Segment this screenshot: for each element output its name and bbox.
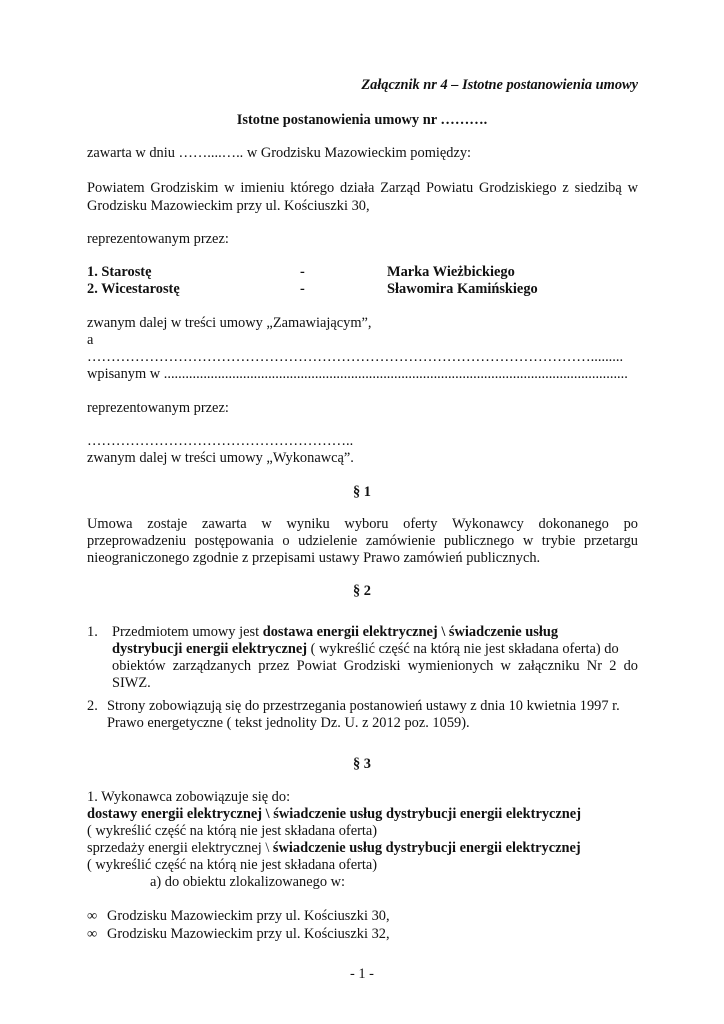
- concluded-line: zawarta w dniu ……....….. w Grodzisku Mazowieckim pomiędzy:: [87, 145, 472, 161]
- rep2-role: 2. Wicestarostę: [87, 281, 180, 297]
- infinity-bullet-icon: ∞: [87, 908, 98, 924]
- rep2-name: Sławomira Kamińskiego: [387, 281, 538, 297]
- page-number: - 1 -: [350, 966, 374, 982]
- section2-heading: § 2: [353, 583, 371, 599]
- represented-by-label: reprezentowanym przez:: [87, 231, 229, 247]
- and-line: a: [87, 332, 94, 348]
- rep1-role: 1. Starostę: [87, 264, 152, 280]
- location-item: Grodzisku Mazowieckim przy ul. Kościuszki 30,: [107, 908, 390, 924]
- represented-by-label-2: reprezentowanym przez:: [87, 400, 229, 416]
- section3-line5: ( wykreślić część na którą nie jest składana oferta): [87, 857, 378, 873]
- section2-p1-line1: [112, 623, 558, 641]
- section2-p1-line2-rest: ( wykreślić część na którą nie jest składana oferta) do: [307, 641, 619, 657]
- section2-p1-line2-bold: dystrybucji energii elektrycznej: [112, 641, 308, 657]
- section1-line1: Umowa zostaje zawarta w wyniku wyboru oferty Wykonawcy dokonanego po: [87, 516, 638, 532]
- called-client-line: zwanym dalej w treści umowy „Zamawiającym”,: [87, 315, 372, 331]
- section3-line6: a) do obiektu zlokalizowanego w:: [150, 874, 346, 890]
- section2-p2-line1: Strony zobowiązują się do przestrzegania postanowień ustawy z dnia 10 kwietnia 1997 r.: [107, 698, 620, 714]
- rep1-name: Marka Wieżbickiego: [387, 264, 515, 280]
- contractor-dots-line: …………………………………………………………………………………………….........: [87, 349, 624, 365]
- document-title: Istotne postanowienia umowy nr ……….: [236, 112, 488, 128]
- rep-dots-line: ………………………………………………..: [87, 433, 354, 449]
- entered-line: wpisanym w .................................................................................................................................: [87, 366, 628, 382]
- section2-p1-line3: obiektów zarządzanych przez Powiat Grodziski wymienionych w załączniku Nr 2 do: [112, 658, 638, 674]
- party1-line1: Powiatem Grodziskim w imieniu którego działa Zarząd Powiatu Grodziskiego z siedzibą w: [87, 180, 638, 196]
- section2-p1-line4: SIWZ.: [112, 675, 151, 691]
- infinity-bullet-icon: ∞: [87, 926, 98, 942]
- section2-p1-bold: dostawa energii elektrycznej \ świadczenie usług: [262, 624, 559, 640]
- section2-p1-pre: Przedmiotem umowy jest: [112, 624, 263, 640]
- section1-heading: § 1: [353, 484, 371, 500]
- section1-line2: przeprowadzeniu postępowania o udzielenie zamówienie publicznego w trybie przetargu: [87, 533, 638, 549]
- annex-title: Załącznik nr 4 – Istotne postanowienia umowy: [361, 77, 638, 93]
- section2-p1-line2: [112, 640, 619, 658]
- section3-line3: ( wykreślić część na którą nie jest składana oferta): [87, 823, 378, 839]
- section2-p2-number: 2.: [87, 698, 98, 714]
- section1-line3: nieograniczonego zgodnie z przepisami ustawy Prawo zamówień publicznych.: [87, 550, 541, 566]
- called-contractor-line: zwanym dalej w treści umowy „Wykonawcą”.: [87, 450, 354, 466]
- section3-line2: dostawy energii elektrycznej \ świadczenie usług dystrybucji energii elektrycznej: [87, 806, 581, 822]
- section3-heading: § 3: [353, 756, 371, 772]
- location-item: Grodzisku Mazowieckim przy ul. Kościuszki 32,: [107, 926, 390, 942]
- party1-line2: Grodzisku Mazowieckim przy ul. Kościuszki 30,: [87, 198, 370, 214]
- section3-line4: [87, 839, 581, 857]
- section3-line1: 1. Wykonawca zobowiązuje się do:: [87, 789, 291, 805]
- section2-p2-line2: Prawo energetyczne ( tekst jednolity Dz. U. z 2012 poz. 1059).: [107, 715, 470, 731]
- rep1-dash: -: [300, 264, 305, 280]
- section2-p1-number: 1.: [87, 624, 98, 640]
- rep2-dash: -: [300, 281, 305, 297]
- section3-line4-bold: świadczenie usług dystrybucji energii elektrycznej: [272, 840, 581, 856]
- section3-line4-pre: sprzedaży energii elektrycznej \: [87, 840, 273, 856]
